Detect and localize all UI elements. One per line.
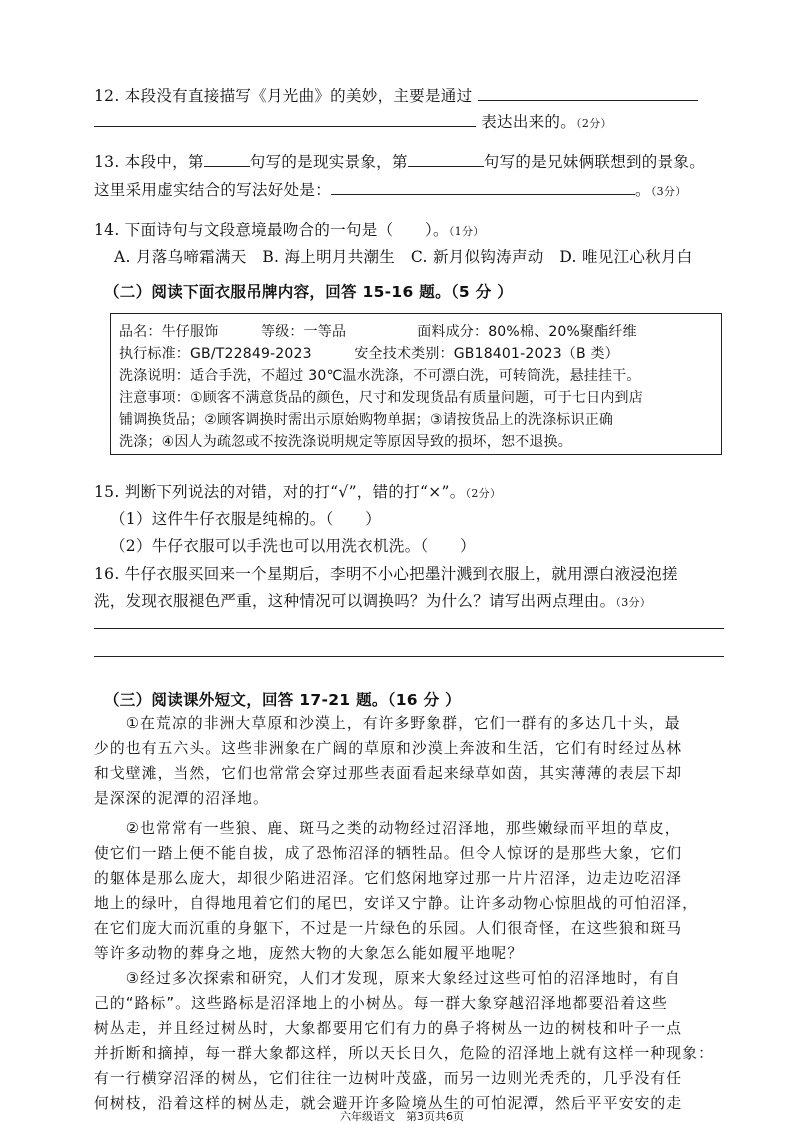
q13-text-c: 句写的是兄妹俩联想到的景象。 bbox=[483, 153, 705, 171]
tag-line-6: 洗涤；④因人为疏忽或不按洗涤说明规定等原因导致的损坏，恕不退换。 bbox=[119, 434, 572, 450]
q12-line1 bbox=[94, 84, 698, 106]
q14-text: 14. 下面诗句与文段意境最吻合的一句是（ ）。 bbox=[94, 221, 449, 239]
q13-text-b: 句写的是现实景象，第 bbox=[249, 153, 408, 171]
q16-line1: 16. 牛仔衣服买回来一个星期后，李明不小心把墨汁溅到衣服上，就用漂白液浸泡搓 bbox=[94, 565, 678, 583]
tag-line-5: 铺调换货品；②顾客调换时需出示原始购物单据；③请按货品上的洗涤标识正确 bbox=[119, 412, 614, 428]
section3-title: （三）阅读课外短文，回答 17-21 题。（16 分 ） bbox=[104, 691, 461, 709]
passage-line-6: 使它们一踏上便不能自拔，成了恐怖沼泽的牺牲品。但令人惊讶的是那些大象，它们 bbox=[94, 845, 683, 862]
q13-period: 。 bbox=[635, 181, 651, 199]
q13-text-a: 13. 本段中，第 bbox=[94, 153, 204, 171]
passage-line-2: 少的也有五六头。这些非洲象在广阔的草原和沙漠上奔波和生活，它们有时经过丛林 bbox=[94, 740, 683, 757]
q12-answer-blank-1[interactable] bbox=[478, 86, 698, 101]
passage-line-5: ②也常常有一些狼、鹿、斑马之类的动物经过沼泽地，那些嫩绿而平坦的草皮， bbox=[94, 820, 681, 837]
q13-text-2: 这里采用虚实结合的写法好处是： bbox=[94, 181, 332, 199]
passage-line-10: 等许多动物的葬身之地，庞然大物的大象怎么能如履平地呢？ bbox=[94, 945, 524, 962]
section2-title: （二）阅读下面衣服吊牌内容，回答 15-16 题。（5 分 ） bbox=[104, 283, 513, 301]
q15-text: 15. 判断下列说法的对错，对的打“√”，错的打“×”。 bbox=[94, 483, 466, 501]
passage-line-13: 树丛走，并且经过树丛时，大象都要用它们有力的鼻子将树丛一边的树枝和叶子一点 bbox=[94, 1020, 683, 1037]
q12-line2 bbox=[94, 110, 612, 132]
passage-line-1: ①在荒凉的非洲大草原和沙漠上，有许多野象群，它们一群有的多达几十头，最 bbox=[94, 715, 681, 732]
q16-line2 bbox=[94, 589, 651, 611]
passage-line-8: 地上的绿叶，自得地甩着它们的尾巴，安详又宁静。让许多动物心惊胆战的可怕沼泽， bbox=[94, 895, 699, 912]
passage-line-7: 的躯体是那么庞大，却很少陷进沼泽。它们悠闲地穿过那一片片沼泽，边走边吃沼泽 bbox=[94, 870, 683, 887]
q16-answer-line-1[interactable] bbox=[94, 628, 724, 629]
q13-line2 bbox=[94, 178, 687, 200]
q16-text-2: 洗，发现衣服褪色严重，这种情况可以调换吗？为什么？请写出两点理由。 bbox=[94, 592, 616, 610]
tag-line-4: 注意事项：①顾客不满意货品的颜色，尺寸和发现货品有质量问题，可于七日内到店 bbox=[119, 390, 643, 406]
passage-line-15: 有一行横穿沼泽的树丛，它们往往一边树叶茂盛，而另一边则光秃秃的，几乎没有任 bbox=[94, 1070, 683, 1087]
passage-line-3: 和戈壁滩，当然，它们也常常会穿过那些表面看起来绿草如茵，其实薄薄的表层下却 bbox=[94, 765, 683, 782]
passage-line-9: 在它们庞大而沉重的身躯下，不过是一片绿色的乐园。人们很奇怪，在这些狼和斑马 bbox=[94, 920, 683, 937]
q16-score: （3分） bbox=[615, 596, 652, 609]
q12-text-2: 表达出来的。 bbox=[481, 113, 577, 131]
q15-score: （2分） bbox=[465, 487, 502, 500]
page-footer: 六年级语文 第3页共6页 bbox=[340, 1110, 464, 1123]
q13-blank-a[interactable] bbox=[204, 152, 250, 167]
q15-item-2[interactable]: （2）牛仔衣服可以手洗也可以用洗衣机洗。（ ） bbox=[110, 537, 476, 555]
q12-answer-blank-2[interactable] bbox=[94, 112, 476, 127]
passage-line-14: 并折断和摘掉，每一群大象都这样，所以天长日久，危险的沼泽地上就有这样一种现象： bbox=[94, 1045, 714, 1062]
passage-line-4: 是深深的泥潭的沼泽地。 bbox=[94, 790, 269, 807]
tag-line-1: 品名：牛仔服饰 等级：一等品 面料成分：80%棉、20%聚酯纤维 bbox=[119, 324, 637, 340]
passage-line-11: ③经过多次探索和研究，人们才发现，原来大象经过这些可怕的沼泽地时，有自 bbox=[94, 970, 681, 987]
q14-score: （1分） bbox=[448, 225, 485, 238]
tag-line-3: 洗涤说明：适合手洗，不超过 30℃温水洗涤，不可漂白洗，可转筒洗，悬挂挂干。 bbox=[119, 368, 641, 384]
clothing-tag-box bbox=[110, 313, 722, 455]
q13-score: （3分） bbox=[650, 185, 687, 198]
q16-answer-line-2[interactable] bbox=[94, 656, 724, 657]
q15-item-1[interactable]: （1）这件牛仔衣服是纯棉的。（ ） bbox=[110, 510, 382, 528]
q14-options: A. 月落乌啼霜满天 B. 海上明月共潮生 C. 新月似钩涛声动 D. 唯见江心秋月白 bbox=[114, 248, 693, 266]
passage-line-16: 何树枝，沿着这样的树丛走，就会避开许多险境丛生的可怕泥潭，然后平平安安的走 bbox=[94, 1095, 683, 1112]
q14-line1 bbox=[94, 218, 485, 240]
q13-blank-c[interactable] bbox=[331, 180, 635, 195]
passage-line-12: 己的“路标”。这些路标是沼泽地上的小树丛。每一群大象穿越沼泽地都要沿着这些 bbox=[94, 995, 668, 1012]
q15-line1 bbox=[94, 480, 501, 502]
q13-line1 bbox=[94, 150, 705, 172]
q13-blank-b[interactable] bbox=[408, 152, 484, 167]
q12-text: 12. 本段没有直接描写《月光曲》的美妙，主要是通过 bbox=[94, 87, 473, 105]
q12-score: （2分） bbox=[576, 117, 612, 130]
tag-line-2: 执行标准：GB/T22849-2023 安全技术类别：GB18401-2023（B 类） bbox=[119, 346, 619, 362]
